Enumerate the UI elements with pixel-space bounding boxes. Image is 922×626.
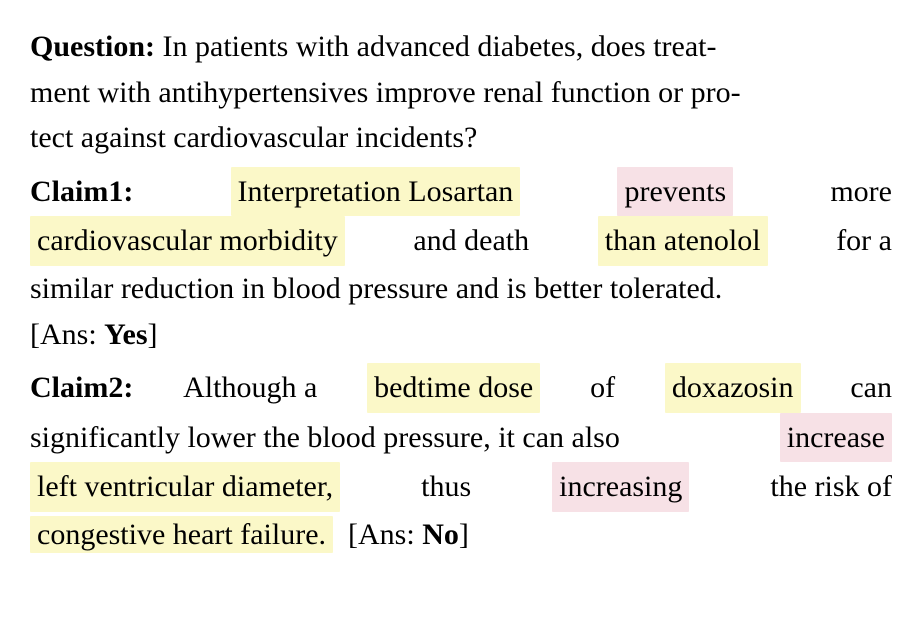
claim1-plain-2: and death <box>413 224 530 258</box>
claim1-plain-3: for a <box>836 224 892 258</box>
question-line-3-text: tect against cardiovascular incidents? <box>30 121 478 155</box>
question-label: Question: <box>30 30 156 63</box>
claim1-highlight-yellow-1: Interpretation Losartan <box>231 167 521 217</box>
question-line-2-text: ment with antihypertensives improve renal function or pro- <box>30 75 741 109</box>
claim1-answer-suffix: ] <box>147 317 158 351</box>
claim1-label: Claim1: <box>30 174 134 208</box>
claim2-answer-value: No <box>422 517 459 551</box>
claim2-highlight-yellow-3: left ventricular diameter, <box>30 462 340 512</box>
question-line-1-text: In patients with advanced diabetes, does treat- <box>162 30 717 63</box>
claim2-plain-5: thus <box>421 470 472 504</box>
claim2-highlight-yellow-1: bedtime dose <box>367 363 540 413</box>
claim2-label: Claim2: <box>30 371 134 405</box>
question-line-3 <box>30 115 892 161</box>
question-block <box>30 24 892 161</box>
claim2-highlight-pink-1: increase <box>780 413 892 463</box>
claim2-line-3 <box>30 462 892 512</box>
claim1-block <box>30 167 892 357</box>
claim2-block <box>30 363 892 557</box>
claim1-highlight-yellow-2: cardiovascular morbidity <box>30 216 345 266</box>
claim1-answer-value: Yes <box>104 317 148 351</box>
question-line-2 <box>30 70 892 116</box>
claim2-highlight-pink-2: increasing <box>552 462 689 512</box>
claim1-line-3 <box>30 266 892 312</box>
claim1-highlight-yellow-3: than atenolol <box>598 216 768 266</box>
question-line-1 <box>30 24 892 70</box>
claim1-answer <box>30 312 892 358</box>
claim2-highlight-yellow-2: doxazosin <box>665 363 801 413</box>
claim1-highlight-pink-1: prevents <box>617 167 733 217</box>
claim2-plain-4: significantly lower the blood pressure, it can also <box>30 420 620 454</box>
claim2-plain-1: Although a <box>183 371 318 405</box>
claim2-line-1 <box>30 363 892 413</box>
claim2-plain-2: of <box>590 371 616 405</box>
claim1-plain-1: more <box>830 174 892 208</box>
claim1-answer-prefix: [Ans: <box>30 317 97 351</box>
claim2-answer-suffix: ] <box>458 517 469 551</box>
claim1-line-2 <box>30 216 892 266</box>
claim1-line-3-text: similar reduction in blood pressure and is better tolerated. <box>30 271 723 305</box>
claim1-line-1 <box>30 167 892 217</box>
claim2-highlight-yellow-4: congestive heart failure. <box>30 516 333 553</box>
claim2-line-4 <box>30 512 892 558</box>
claim2-line-2 <box>30 413 892 463</box>
claim2-plain-6: the risk of <box>770 470 892 504</box>
claim2-plain-3: can <box>850 371 892 405</box>
claim2-answer-prefix: [Ans: <box>348 517 415 551</box>
